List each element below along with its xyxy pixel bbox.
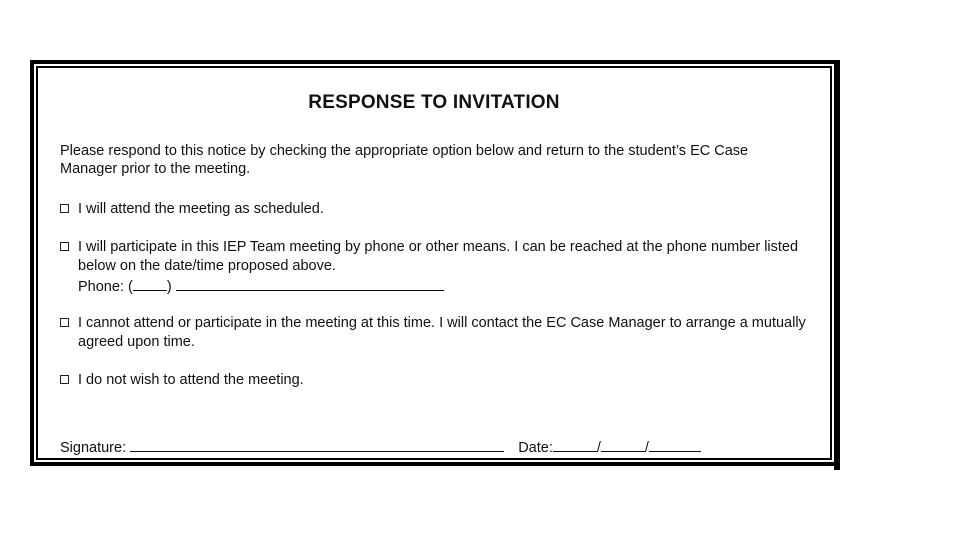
option-do-not-attend[interactable]: [60, 371, 820, 390]
date-month-blank[interactable]: [553, 437, 597, 452]
date-label: Date:: [518, 440, 553, 456]
area-code-blank[interactable]: [133, 276, 167, 291]
option-cannot-attend[interactable]: [60, 314, 820, 352]
phone-field[interactable]: [78, 276, 820, 297]
date-separator: /: [644, 440, 649, 456]
date-separator: /: [596, 440, 601, 456]
date-year-blank[interactable]: [649, 437, 701, 452]
option-label: I will participate in this IEP Team meeting by phone or other means. I can be reached at the phone number listed below on the date/time proposed above.: [78, 239, 799, 274]
form-title: RESPONSE TO INVITATION: [308, 92, 560, 113]
option-label: I cannot attend or participate in the meeting at this time. I will contact the EC Case Manager to arrange a mutually agreed upon time.: [78, 315, 806, 350]
option-label: I will attend the meeting as scheduled.: [78, 201, 324, 217]
response-form: [30, 60, 838, 466]
signature-blank[interactable]: [130, 437, 504, 452]
option-attend[interactable]: [60, 200, 820, 219]
signature-label: Signature:: [60, 440, 127, 456]
form-instructions: Please respond to this notice by checking the appropriate option below and return to the student’s EC Case Manager prior to the meeting.: [60, 143, 749, 177]
phone-number-blank[interactable]: [176, 276, 444, 291]
checkbox[interactable]: [60, 375, 69, 384]
date-day-blank[interactable]: [601, 437, 645, 452]
checkbox[interactable]: [60, 204, 69, 213]
option-label: I do not wish to attend the meeting.: [78, 372, 304, 388]
phone-label: Phone: (: [78, 279, 133, 295]
phone-paren-close: ): [166, 279, 172, 295]
signature-row: [60, 437, 701, 458]
checkbox[interactable]: [60, 318, 69, 327]
option-participate-by-phone[interactable]: [60, 238, 820, 297]
checkbox[interactable]: [60, 242, 69, 251]
